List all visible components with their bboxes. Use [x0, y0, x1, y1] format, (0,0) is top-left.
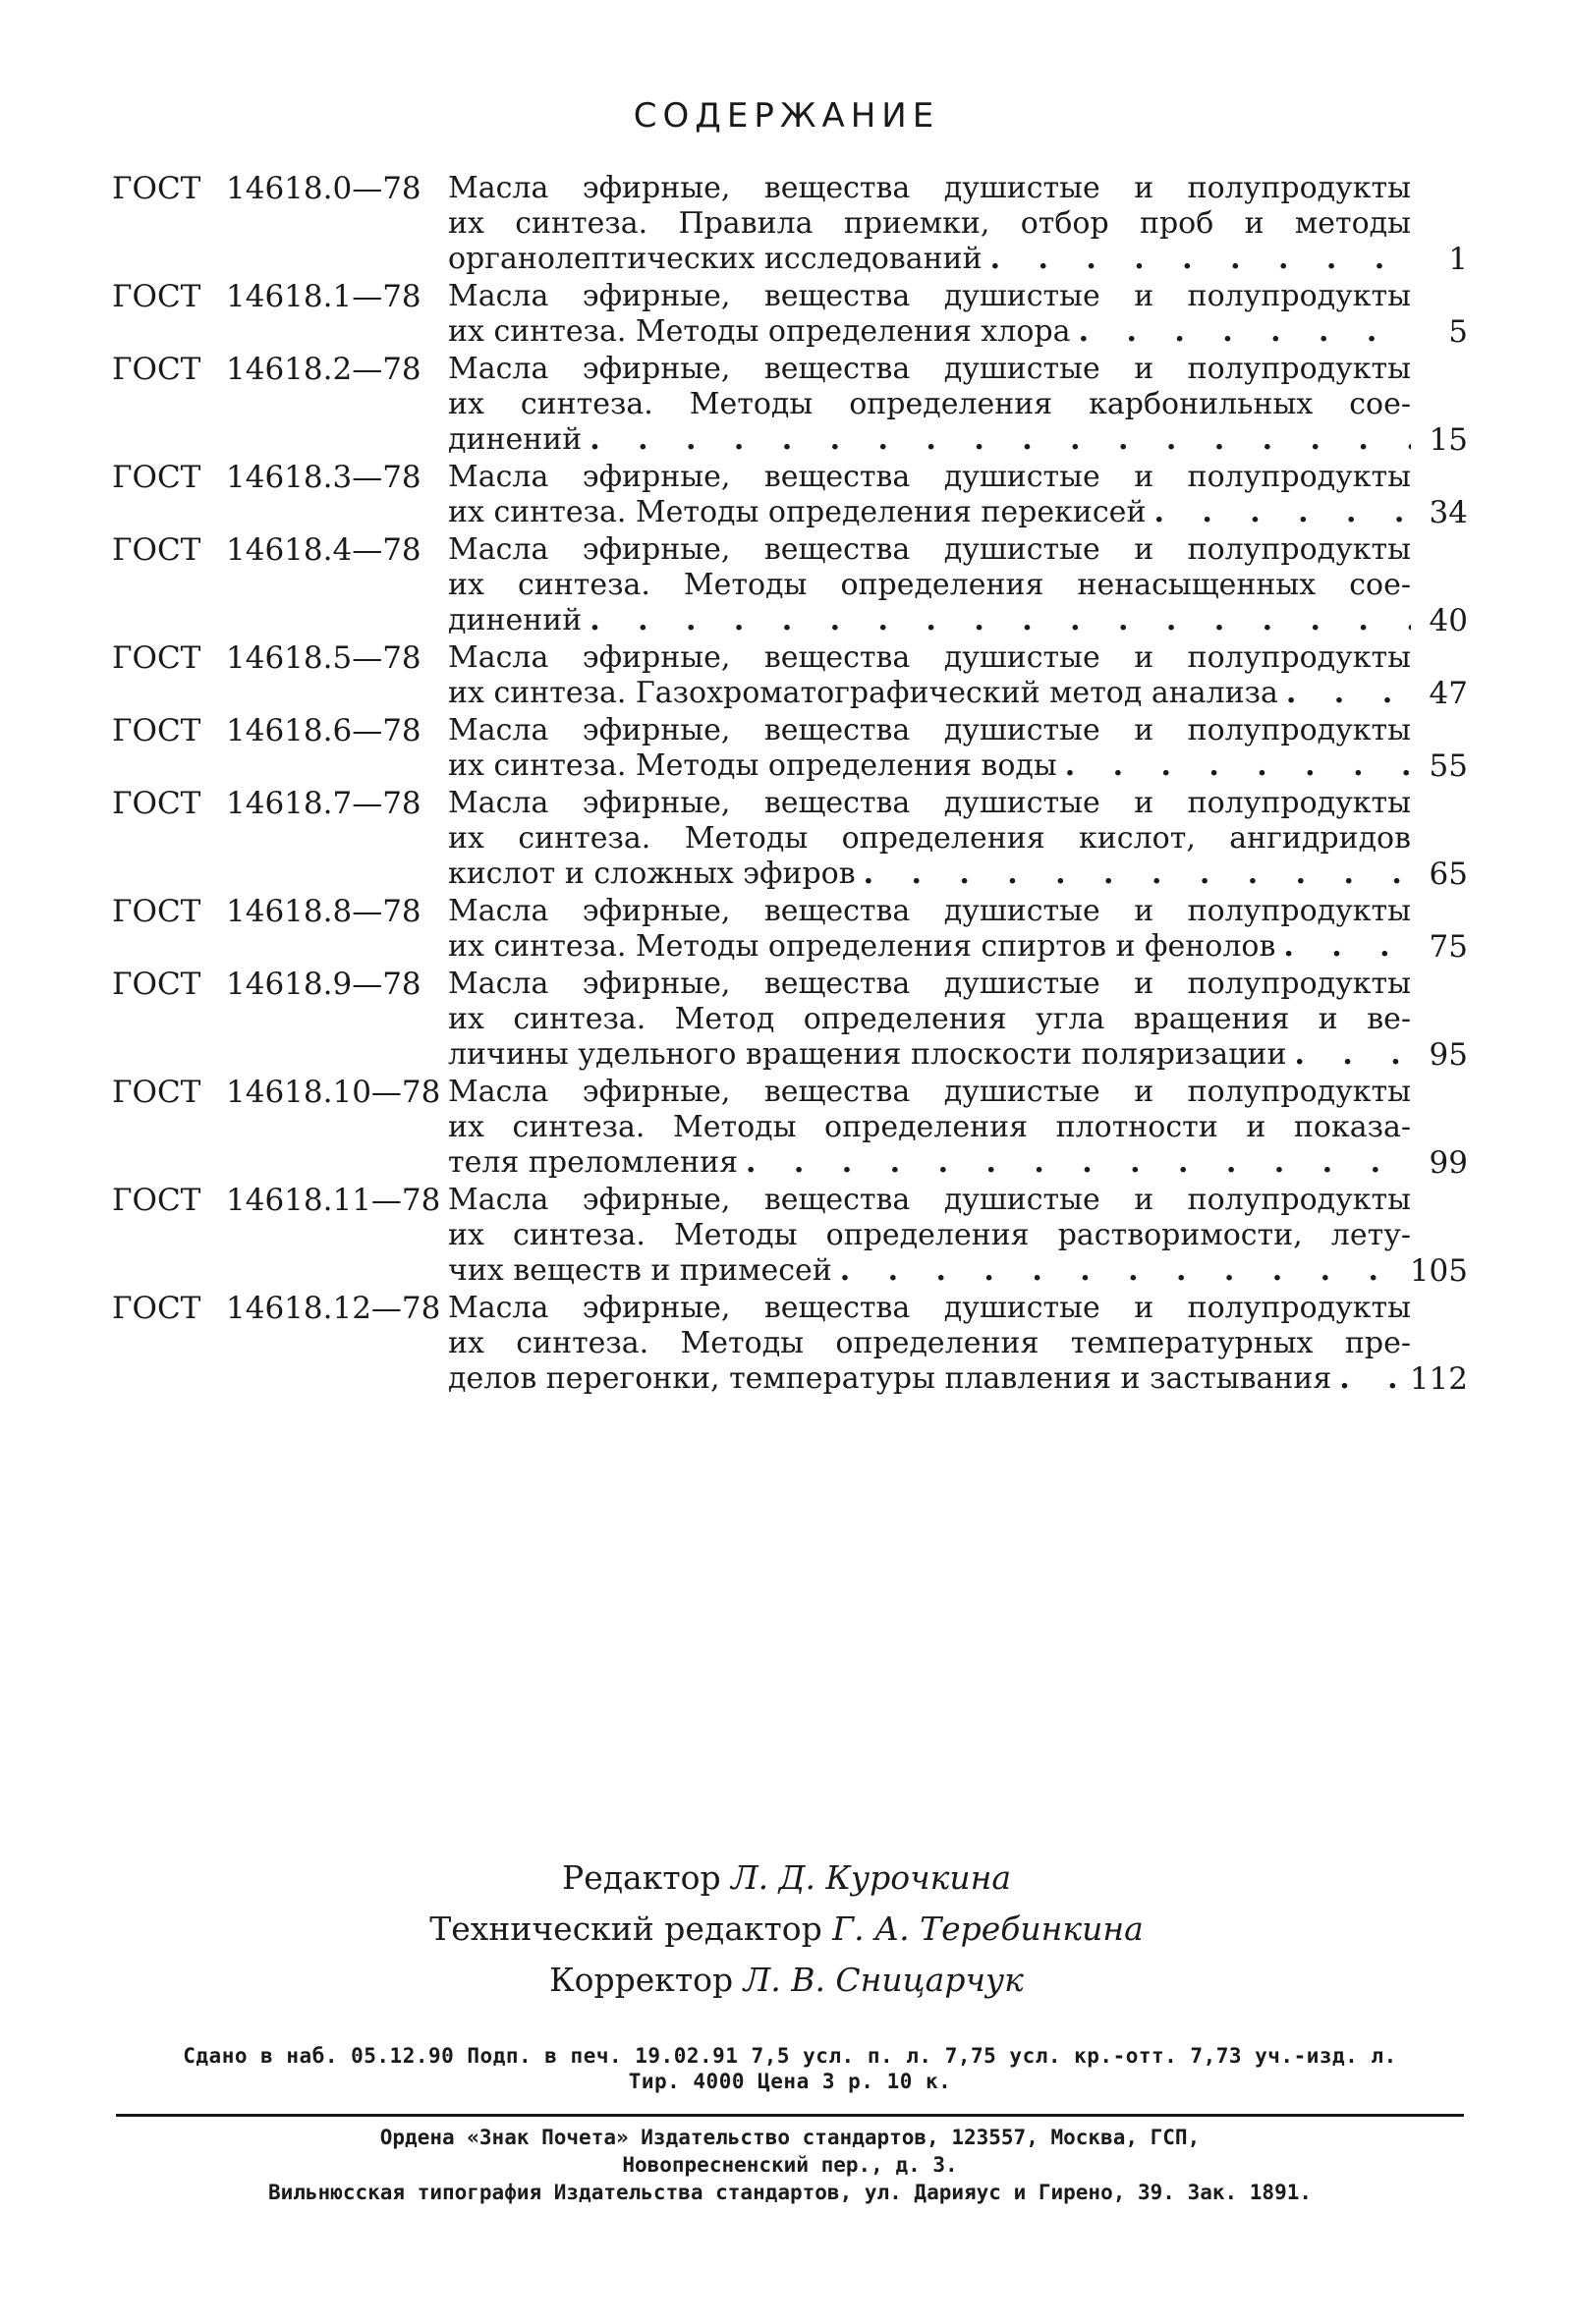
gost-prefix: ГОСТ: [112, 967, 201, 1002]
standard-number: 14618.9—78: [226, 967, 421, 1002]
title-last-line: [448, 242, 1411, 277]
title-last-line: [448, 1145, 1411, 1181]
toc-entry-title: [448, 894, 1411, 965]
toc-entry: [112, 967, 1468, 1073]
title-line: Масла эфирные, вещества душистые и полупродукты: [448, 460, 1411, 494]
toc-entry: [112, 713, 1468, 784]
title-line: Масла эфирные, вещества душистые и полупродукты: [448, 713, 1411, 747]
standard-number: 14618.0—78: [226, 171, 421, 206]
toc-entry: [112, 532, 1468, 638]
title-line: их синтеза. Методы определения температурных пре-: [448, 1326, 1411, 1360]
title-line: Масла эфирные, вещества душистые и полупродукты: [448, 352, 1411, 386]
title-line: их синтеза. Методы определения растворимости, лету-: [448, 1218, 1411, 1252]
toc-entry-code: [112, 894, 421, 929]
page-number: 95: [1429, 1037, 1468, 1073]
tech-editor-label: Технический редактор: [429, 1909, 822, 1948]
page-title: СОДЕРЖАНИЕ: [633, 96, 940, 136]
title-line: Масла эфирные, вещества душистые и полупродукты: [448, 786, 1411, 820]
toc-entry: [112, 279, 1468, 350]
imprint-line-1: Сдано в наб. 05.12.90 Подп. в печ. 19.02.91 7,5 усл. п. л. 7,75 усл. кр.-отт. 7,73 уч.-изд. л.: [183, 2044, 1397, 2068]
editor-name: Л. Д. Курочкина: [731, 1858, 1011, 1897]
title-last-line: [448, 1361, 1411, 1397]
toc-entry-code: [112, 1291, 440, 1326]
publisher-line-3: Вильнюсская типография Издательства стандартов, ул. Дарияус и Гирено, 39. Зак. 1891.: [267, 2181, 1313, 2204]
title-line: их синтеза. Методы определения ненасыщенных сое-: [448, 568, 1411, 602]
standard-number: 14618.1—78: [226, 279, 421, 314]
title-line: их синтеза. Методы определения хлора: [448, 314, 1071, 349]
publisher-block: [112, 2124, 1468, 2206]
title-line: их синтеза. Газохроматографический метод анализа: [448, 676, 1278, 710]
title-line: Масла эфирные, вещества душистые и полупродукты: [448, 894, 1411, 928]
page-number: 34: [1429, 495, 1468, 530]
toc-entry-title: [448, 1075, 1411, 1181]
standard-number: 14618.8—78: [226, 894, 421, 929]
leader-dots: [1286, 1037, 1411, 1073]
title-line: Масла эфирные, вещества душистые и полупродукты: [448, 1075, 1411, 1109]
toc-entry-title: [448, 967, 1411, 1073]
leader-dots: [738, 1145, 1411, 1181]
standard-number: 14618.5—78: [226, 640, 421, 676]
title-last-line: [448, 1037, 1411, 1073]
title-line: органолептических исследований: [448, 242, 983, 276]
toc-entry-title: [448, 713, 1411, 784]
toc-entry: [112, 786, 1468, 892]
leader-dots: [582, 422, 1411, 458]
toc-entry: [112, 171, 1468, 277]
page-number: 99: [1429, 1145, 1468, 1181]
standard-number: 14618.7—78: [226, 786, 421, 821]
imprint-line-2: Тир. 4000 Цена 3 р. 10 к.: [628, 2070, 952, 2093]
credits-block: [0, 1853, 1573, 2006]
page-number: 55: [1429, 748, 1468, 784]
title-line: динений: [448, 422, 583, 457]
toc-entry-code: [112, 713, 421, 748]
leader-dots: [1146, 495, 1411, 530]
page-number: 5: [1448, 314, 1468, 350]
leader-dots: [1071, 314, 1411, 350]
page-number: 75: [1429, 929, 1468, 965]
toc-entry-code: [112, 532, 421, 568]
leader-dots: [856, 857, 1411, 892]
toc-entry-title: [448, 532, 1411, 638]
toc-entry-code: [112, 460, 421, 495]
gost-prefix: ГОСТ: [112, 279, 201, 314]
leader-dots: [832, 1253, 1411, 1289]
gost-prefix: ГОСТ: [112, 352, 201, 387]
leader-dots: [582, 603, 1411, 638]
standard-number: 14618.2—78: [226, 352, 421, 387]
toc-entry-code: [112, 967, 421, 1002]
title-line: Масла эфирные, вещества душистые и полупродукты: [448, 279, 1411, 313]
toc-entry-code: [112, 171, 421, 206]
page-number: 65: [1429, 857, 1468, 892]
page-number: 47: [1429, 676, 1468, 711]
toc-entry-code: [112, 352, 421, 387]
toc-entry-title: [448, 1291, 1411, 1397]
gost-prefix: ГОСТ: [112, 1075, 201, 1110]
toc-entry-code: [112, 279, 421, 314]
title-line: их синтеза. Методы определения воды: [448, 748, 1057, 783]
standard-number: 14618.6—78: [226, 713, 421, 748]
title-line: Масла эфирные, вещества душистые и полупродукты: [448, 967, 1411, 1001]
toc-entry-title: [448, 640, 1411, 711]
gost-prefix: ГОСТ: [112, 532, 201, 568]
gost-prefix: ГОСТ: [112, 171, 201, 206]
gost-prefix: ГОСТ: [112, 786, 201, 821]
page-number: 40: [1429, 603, 1468, 638]
page-number: 112: [1409, 1361, 1468, 1397]
gost-prefix: ГОСТ: [112, 460, 201, 495]
title-line: Масла эфирные, вещества душистые и полупродукты: [448, 640, 1411, 675]
gost-prefix: ГОСТ: [112, 640, 201, 676]
title-line: их синтеза. Правила приемки, отбор проб и методы: [448, 206, 1411, 241]
gost-prefix: ГОСТ: [112, 894, 201, 929]
page-number: 1: [1448, 242, 1468, 277]
title-line: их синтеза. Методы определения карбонильных сое-: [448, 387, 1411, 421]
tech-editor-name: Г. А. Теребинкина: [832, 1909, 1144, 1948]
title-line: личины удельного вращения плоскости поляризации: [448, 1037, 1287, 1072]
publisher-line-2: Новопресненский пер., д. 3.: [622, 2153, 958, 2177]
toc-entry: [112, 1075, 1468, 1181]
corrector-name: Л. В. Сницарчук: [743, 1961, 1024, 1999]
toc-entry-title: [448, 171, 1411, 277]
standard-number: 14618.10—78: [226, 1075, 441, 1110]
divider-rule: [116, 2114, 1464, 2117]
toc-entry-title: [448, 352, 1411, 458]
title-line: Масла эфирные, вещества душистые и полупродукты: [448, 171, 1411, 205]
gost-prefix: ГОСТ: [112, 1291, 201, 1326]
page-number: 105: [1409, 1253, 1468, 1289]
title-last-line: [448, 857, 1411, 892]
toc-entry-title: [448, 460, 1411, 530]
toc-entry-code: [112, 640, 421, 676]
title-last-line: [448, 1253, 1411, 1289]
title-line: делов перегонки, температуры плавления и застывания: [448, 1361, 1332, 1396]
publisher-line-1: Ордена «Знак Почета» Издательство стандартов, 123557, Москва, ГСП,: [379, 2126, 1201, 2149]
corrector-line: [0, 1955, 1573, 2006]
leader-dots: [1278, 676, 1411, 711]
leader-dots: [1275, 929, 1411, 965]
title-last-line: [448, 603, 1411, 638]
tech-editor-line: [0, 1904, 1573, 1955]
gost-prefix: ГОСТ: [112, 713, 201, 748]
title-last-line: [448, 495, 1411, 530]
toc-entry-title: [448, 279, 1411, 350]
editor-line: [0, 1853, 1573, 1904]
editor-label: Редактор: [561, 1858, 721, 1897]
title-line: Масла эфирные, вещества душистые и полупродукты: [448, 532, 1411, 567]
toc-entry: [112, 1183, 1468, 1289]
title-line: их синтеза. Методы определения плотности и показа-: [448, 1110, 1411, 1144]
leader-dots: [1057, 748, 1411, 784]
title-last-line: [448, 314, 1411, 350]
toc-entry-code: [112, 786, 421, 821]
title-last-line: [448, 748, 1411, 784]
title-line: чих веществ и примесей: [448, 1253, 832, 1288]
toc-entry: [112, 640, 1468, 711]
toc-entry-title: [448, 786, 1411, 892]
standard-number: 14618.12—78: [226, 1291, 441, 1326]
toc-entry-code: [112, 1183, 440, 1218]
toc-entry: [112, 460, 1468, 530]
toc-entry: [112, 352, 1468, 458]
page-number: 15: [1429, 422, 1468, 458]
title-line: кислот и сложных эфиров: [448, 857, 856, 891]
title-line: их синтеза. Методы определения кислот, ангидридов: [448, 821, 1411, 856]
title-line: Масла эфирные, вещества душистые и полупродукты: [448, 1183, 1411, 1217]
title-last-line: [448, 422, 1411, 458]
standard-number: 14618.4—78: [226, 532, 421, 568]
toc-entry-code: [112, 1075, 440, 1110]
toc-entry-title: [448, 1183, 1411, 1289]
toc-entry: [112, 1291, 1468, 1397]
title-line: динений: [448, 603, 583, 637]
leader-dots: [983, 242, 1411, 277]
title-line: их синтеза. Методы определения спиртов и фенолов: [448, 929, 1276, 964]
toc-entry: [112, 894, 1468, 965]
gost-prefix: ГОСТ: [112, 1183, 201, 1218]
title-line: их синтеза. Метод определения угла вращения и ве-: [448, 1002, 1411, 1036]
table-of-contents: [112, 171, 1468, 1399]
title-line: теля преломления: [448, 1145, 739, 1180]
corrector-label: Корректор: [549, 1961, 734, 1999]
title-line: их синтеза. Методы определения перекисей: [448, 495, 1147, 529]
standard-number: 14618.3—78: [226, 460, 421, 495]
title-last-line: [448, 676, 1411, 711]
title-last-line: [448, 929, 1411, 965]
imprint-block: [112, 2043, 1468, 2094]
title-line: Масла эфирные, вещества душистые и полупродукты: [448, 1291, 1411, 1325]
standard-number: 14618.11—78: [226, 1183, 441, 1218]
